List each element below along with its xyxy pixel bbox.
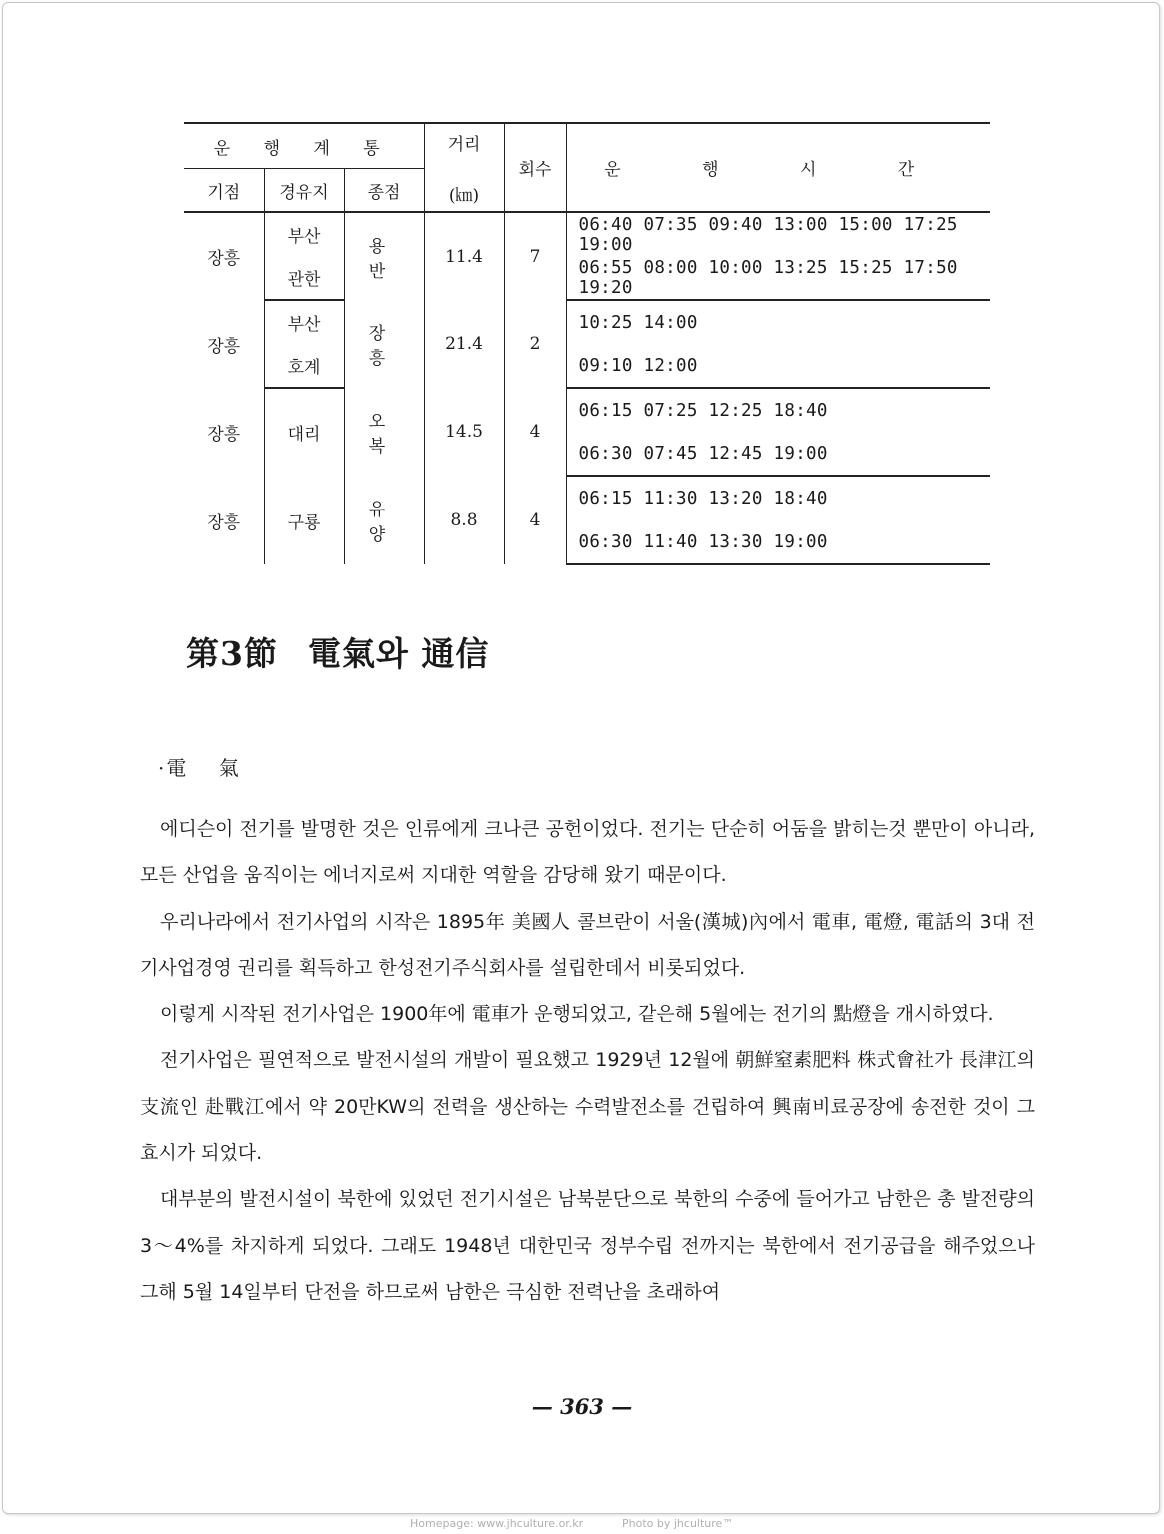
header-terminus: 종점 xyxy=(344,169,424,213)
cell-times: 06:55 08:00 10:00 13:25 15:25 17:50 19:20 xyxy=(566,256,990,300)
cell-terminus: 용 반 xyxy=(344,212,424,300)
cell-via: 부산 xyxy=(264,212,344,256)
paragraph: 우리나라에서 전기사업의 시작은 1895年 美國人 콜브란이 서울(漢城)內에서 電車, 電燈, 電話의 3대 전기사업경영 권리를 획득하고 한성전기주식회사를 설립한데서 비롯되었다. xyxy=(140,910,1035,979)
table-row xyxy=(184,212,990,256)
cell-origin: 장흥 xyxy=(184,388,264,476)
paragraph: 에디슨이 전기를 발명한 것은 인류에게 크나큰 공헌이었다. 전기는 단순히 어둠을 밝히는것 뿐만이 아니라, 모든 산업을 움직이는 에너지로써 지대한 역할을 감당해 왔기 때문이다. xyxy=(140,818,1035,887)
cell-via: 구룡 xyxy=(264,476,344,564)
footer-bar xyxy=(0,1514,1164,1534)
header-times: 운 행 시 간 xyxy=(566,123,990,212)
cell-times: 06:30 11:40 13:30 19:00 xyxy=(566,520,990,564)
cell-distance: 14.5 xyxy=(424,388,504,476)
table-row xyxy=(184,344,990,388)
cell-terminus: 유 양 xyxy=(344,476,424,564)
cell-origin: 장흥 xyxy=(184,300,264,388)
header-distance-unit: (㎞) xyxy=(448,185,480,206)
paragraph: 이렇게 시작된 전기사업은 1900年에 電車가 운행되었고, 같은해 5월에는 전기의 點燈을 개시하였다. xyxy=(160,1003,994,1026)
cell-distance: 11.4 xyxy=(424,212,504,300)
cell-terminus: 오 복 xyxy=(344,388,424,476)
header-trips: 회수 xyxy=(504,123,566,212)
cell-trips: 4 xyxy=(504,476,566,564)
header-distance-label: 거리 xyxy=(447,134,481,155)
paragraph: 전기사업은 필연적으로 발전시설의 개발이 필요했고 1929년 12월에 朝鮮窒素肥料 株式會社가 長津江의 支流인 赴戰江에서 약 20만KW의 전력을 생산하는 수력발전소를 건립하여 興南비료공장에 송전한 것이 그 효시가 되었다. xyxy=(140,1049,1035,1165)
cell-via: 대리 xyxy=(264,388,344,476)
cell-times: 06:30 07:45 12:45 19:00 xyxy=(566,432,990,476)
table-row xyxy=(184,300,990,344)
paragraph: 대부분의 발전시설이 북한에 있었던 전기시설은 남북분단으로 북한의 수중에 들어가고 남한은 총 발전량의 3～4%를 차지하게 되었다. 그래도 1948년 대한민국 정부수립 전까지는 북한에서 전기공급을 해주었으나 그해 5월 14일부터 단전을 하므로써 남한은 극심한 전력난을 초래하여 xyxy=(140,1188,1035,1303)
cell-trips: 2 xyxy=(504,300,566,388)
bus-schedule-table xyxy=(184,122,990,565)
cell-via: 부산 xyxy=(264,300,344,344)
cell-times: 09:10 12:00 xyxy=(566,344,990,388)
section-number: 第3節 xyxy=(186,634,278,673)
cell-times: 06:15 07:25 12:25 18:40 xyxy=(566,388,990,432)
body-text xyxy=(140,806,1035,1315)
page-number: — 363 — xyxy=(531,1394,633,1419)
cell-trips: 7 xyxy=(504,212,566,300)
subsection-heading: ·電 氣 xyxy=(158,756,241,780)
cell-distance: 8.8 xyxy=(424,476,504,564)
cell-distance: 21.4 xyxy=(424,300,504,388)
cell-via: 호계 xyxy=(264,344,344,388)
table-row xyxy=(184,388,990,432)
header-origin: 기점 xyxy=(184,169,264,213)
footer-photo-credit: Photo by jhculture™ xyxy=(622,1517,734,1530)
cell-origin: 장흥 xyxy=(184,212,264,300)
cell-times: 06:15 11:30 13:20 18:40 xyxy=(566,476,990,520)
cell-times: 06:40 07:35 09:40 13:00 15:00 17:25 19:00 xyxy=(566,212,990,256)
header-route-group: 운 행 계 통 xyxy=(184,123,424,169)
cell-trips: 4 xyxy=(504,388,566,476)
footer-homepage: Homepage: www.jhculture.or.kr xyxy=(410,1517,584,1530)
section-heading xyxy=(186,628,489,675)
table-row xyxy=(184,476,990,520)
cell-origin: 장흥 xyxy=(184,476,264,564)
header-distance xyxy=(424,123,504,212)
table-row xyxy=(184,256,990,300)
cell-via: 관한 xyxy=(264,256,344,300)
cell-times: 10:25 14:00 xyxy=(566,300,990,344)
cell-terminus: 장 흥 xyxy=(344,300,424,388)
section-title: 電氣와 通信 xyxy=(307,634,490,673)
header-via: 경유지 xyxy=(264,169,344,213)
